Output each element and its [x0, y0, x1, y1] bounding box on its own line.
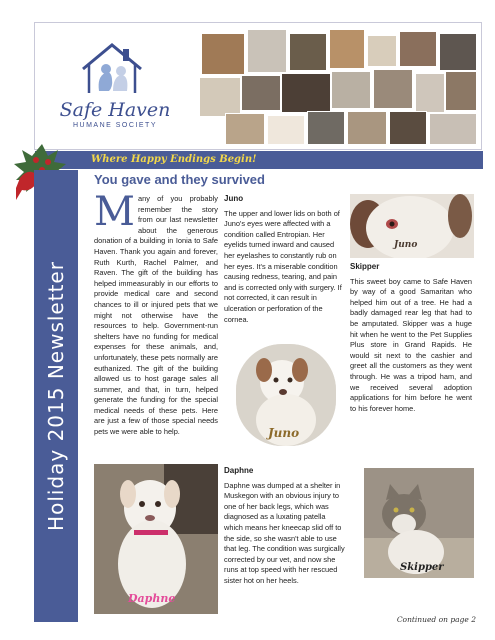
- juno-text: The upper and lower lids on both of Juno's eyes were affected with a condition called Entropian. Her eyelids turned inward and caused her eyelashes to constantly rub on her eyes. It's a miserable condition causing redness, tearing, and pain and is corrected only with surgery. If not corrected, it can result in ulceration or perforation of the cornea.: [224, 208, 342, 324]
- header-banner: [34, 22, 482, 165]
- newsletter-title: Holiday 2015 Newsletter: [44, 261, 68, 531]
- logo-subtitle: HUMANE SOCIETY: [72, 122, 157, 129]
- pet-photo: [373, 69, 413, 109]
- daphne-photo: [94, 464, 218, 614]
- intro-column: [94, 189, 218, 438]
- skipper-photo-label: Skipper: [400, 562, 444, 573]
- intro-text: any of you probably remember the story from our last newsletter about the generous donation of a building in Ionia to Safe Haven. Thank you again and forever, Ruth Kurth, Rachel Palmer, and Raven. The gift of the building has helped immeasurably in our efforts to provide medical care and second chances to ill or injured pets that we might not otherwise have the resources to help. Government-run shelters have no funding for medical expenses for these animals, and, unfortunately, these pets normally are euthanized. The gift of the building allowed us to host garage sales all summer, and that, in turn, helped generate the funding for the special medical needs of these pets. Here are just a few of those special needs pets we were able to help.: [94, 194, 218, 437]
- pet-photo: [347, 111, 387, 145]
- pet-photo: [281, 73, 331, 113]
- pet-photo: [329, 29, 365, 69]
- juno-heading: Juno: [224, 194, 244, 203]
- pet-photo: [225, 113, 265, 145]
- daphne-heading: Daphne: [224, 466, 254, 475]
- daphne-photo-label: Daphne: [128, 592, 176, 605]
- juno-photo-2-label: Juno: [268, 426, 300, 440]
- juno-photo-1: [350, 194, 474, 258]
- pet-photo: [267, 115, 305, 145]
- pet-photo: [399, 31, 437, 67]
- pet-photo: [241, 75, 281, 111]
- pet-photo: [389, 111, 427, 145]
- tagline: Where Happy Endings Begin!: [35, 151, 483, 169]
- daphne-column: [224, 466, 346, 587]
- pet-photo: [247, 29, 287, 73]
- logo-name: Safe Haven: [59, 99, 171, 121]
- skipper-column: [350, 262, 472, 414]
- pet-photo: [199, 77, 241, 117]
- pet-photo: [331, 71, 371, 109]
- pet-photo: [289, 33, 327, 71]
- juno-photo-2: [236, 344, 336, 446]
- juno-column: [224, 194, 346, 325]
- skipper-text: This sweet boy came to Safe Haven by way of a good Samaritan who helped him out of a tree. He had a badly damaged rear leg that had to be amputated. Skipper was a huge hit when he went to the Pet Supplies Plus store in Grand Rapids. He would sit next to the cashier and greet all the customers as they went through. He was a tripod ham, and we received several adoption applications for him before he went to his forever home.: [350, 276, 472, 413]
- skipper-heading: Skipper: [350, 262, 380, 271]
- pet-photo: [429, 113, 477, 145]
- article-headline: You gave and they survived: [94, 172, 265, 187]
- house-logo-icon: [77, 39, 147, 97]
- pet-photo: [445, 71, 477, 111]
- pet-photo-collage: [197, 27, 479, 147]
- daphne-text: Daphne was dumped at a shelter in Muskegon with an obvious injury to one of her back legs, which was diagnosed as a luxating patella which means her kneecap slid off to the side, so she wasn't able to use that leg. The condition was surgically corrected by our vet, and now she runs at top speed with her rescued sister hot on her heels.: [224, 480, 345, 585]
- pet-photo: [201, 33, 245, 75]
- logo: [35, 23, 191, 149]
- side-banner: [34, 170, 78, 622]
- pet-photo: [415, 73, 445, 113]
- pet-photo: [439, 33, 477, 71]
- drop-cap: M: [94, 189, 135, 235]
- pet-photo: [367, 35, 397, 67]
- skipper-photo: [364, 468, 474, 578]
- juno-photo-1-label: Juno: [394, 240, 418, 250]
- continued-note: Continued on page 2: [396, 615, 476, 624]
- pet-photo: [307, 111, 345, 145]
